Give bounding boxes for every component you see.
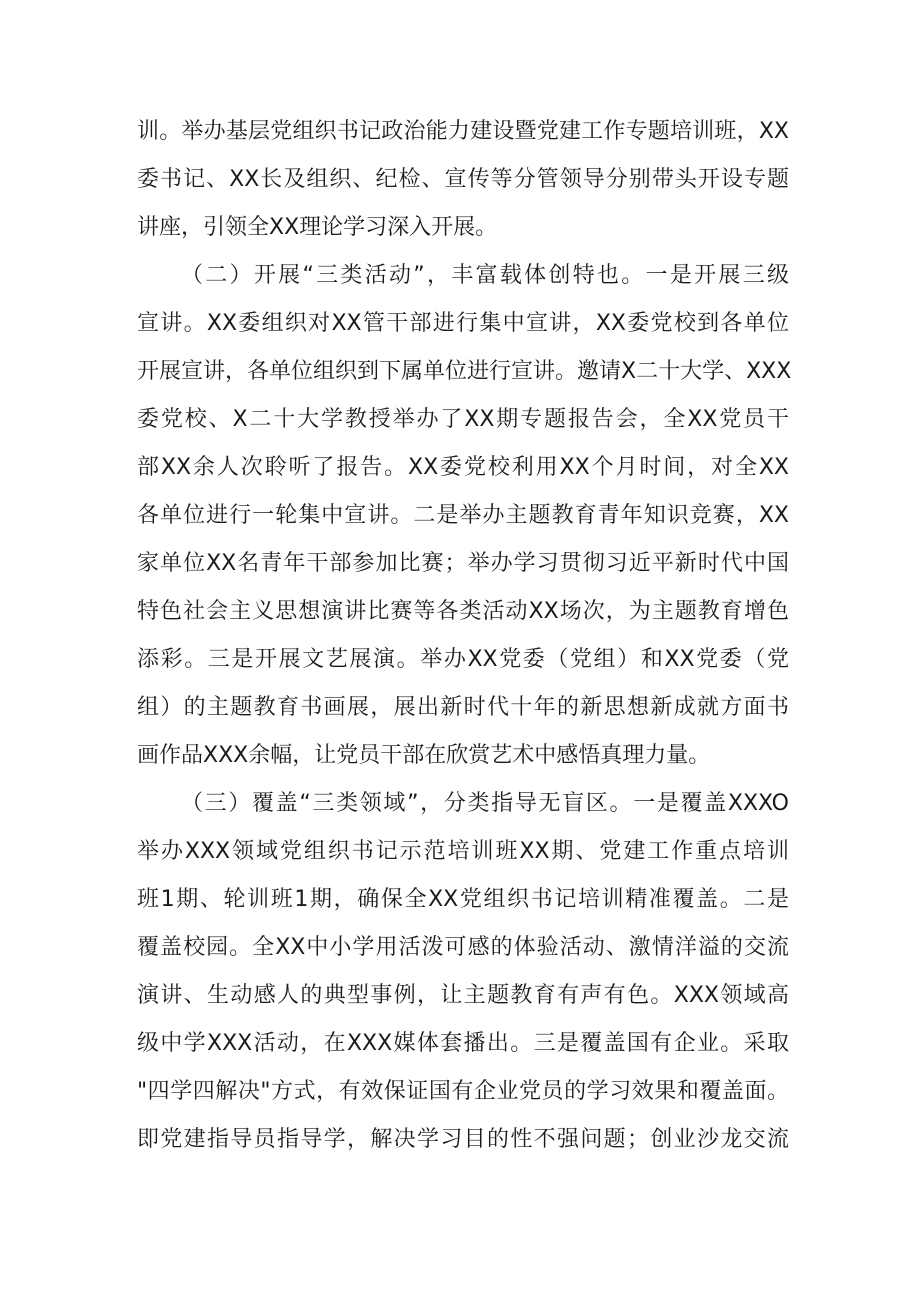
text-line: 举办XXX领域党组织书记示范培训班XX期、党建工作重点培训 bbox=[137, 839, 789, 864]
text-line: "四学四解决"方式，有效保证国有企业党员的学习效果和覆盖面。 bbox=[137, 1079, 789, 1104]
text-line: 委党校、X二十大学教授举办了XX期专题报告会，全XX党员干 bbox=[137, 407, 789, 432]
text-line: 讲座，引领全XX理论学习深入开展。 bbox=[137, 215, 498, 240]
text-line: 开展宣讲，各单位组织到下属单位进行宣讲。邀请X二十大学、XXX bbox=[137, 359, 792, 384]
text-line: 即党建指导员指导学，解决学习目的性不强问题；创业沙龙交流 bbox=[137, 1127, 789, 1152]
text-line: 宣讲。XX委组织对XX管干部进行集中宣讲，XX委党校到各单位 bbox=[137, 311, 789, 336]
text-line: 委书记、XX长及组织、纪检、宣传等分管领导分别带头开设专题 bbox=[137, 167, 789, 192]
text-line: 组）的主题教育书画展，展出新时代十年的新思想新成就方面书 bbox=[137, 695, 789, 720]
text-line: 添彩。三是开展文艺展演。举办XX党委（党组）和XX党委（党 bbox=[137, 647, 789, 672]
text-line: 演讲、生动感人的典型事例，让主题教育有声有色。XXX领域高 bbox=[137, 983, 789, 1008]
section-heading-line: （三）覆盖“三类领域”，分类指导无盲区。一是覆盖XXXO bbox=[181, 791, 789, 816]
text-line: 覆盖校园。全XX中小学用活泼可感的体验活动、激情洋溢的交流 bbox=[137, 935, 789, 960]
text-line: 部XX余人次聆听了报告。XX委党校利用XX个月时间，对全XX bbox=[137, 455, 789, 480]
section-heading-line: （二）开展“三类活动”，丰富载体创特也。一是开展三级 bbox=[181, 263, 789, 288]
text-line: 级中学XXX活动，在XXX媒体套播出。三是覆盖国有企业。采取 bbox=[137, 1031, 789, 1056]
text-line: 训。举办基层党组织书记政治能力建设暨党建工作专题培训班，XX bbox=[137, 119, 789, 144]
text-line: 特色社会主义思想演讲比赛等各类活动XX场次，为主题教育增色 bbox=[137, 599, 789, 624]
text-line: 家单位XX名青年干部参加比赛；举办学习贯彻习近平新时代中国 bbox=[137, 551, 789, 576]
text-line: 班1期、轮训班1期，确保全XX党组织书记培训精准覆盖。二是 bbox=[137, 887, 789, 912]
text-line: 各单位进行一轮集中宣讲。二是举办主题教育青年知识竞赛，XX bbox=[137, 503, 789, 528]
text-line: 画作品XXX余幅，让党员干部在欣赏艺术中感悟真理力量。 bbox=[137, 743, 711, 768]
